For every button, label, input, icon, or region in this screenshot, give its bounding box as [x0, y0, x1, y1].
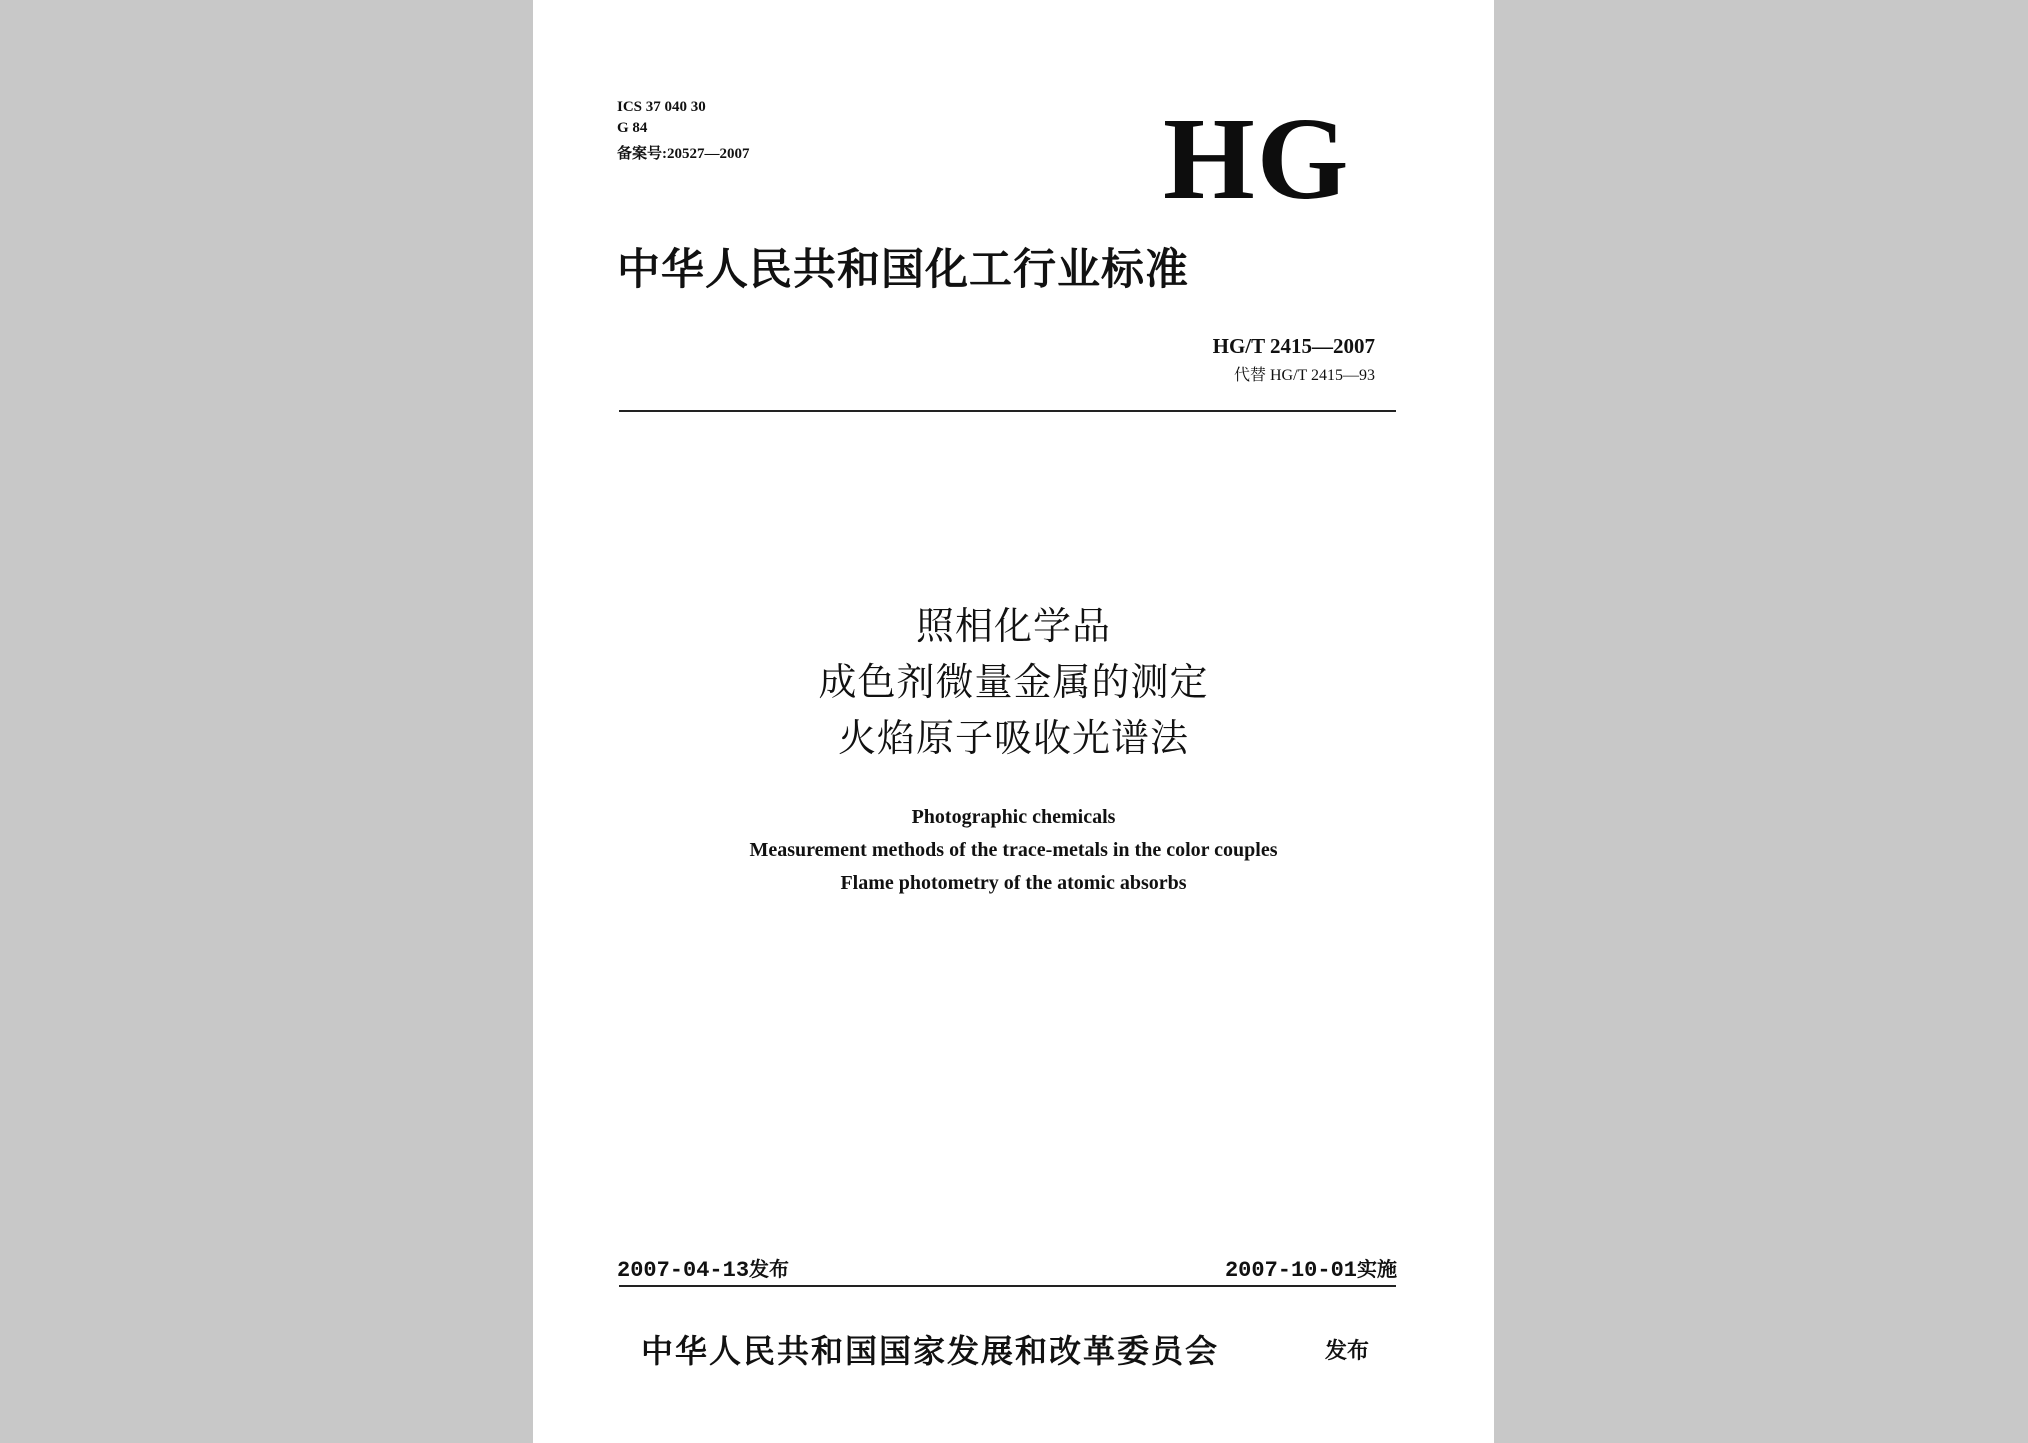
- title-cn-line-1: 照相化学品: [915, 604, 1111, 648]
- ccs-number: G 84: [617, 120, 648, 136]
- replaces-standard: 代替 HG/T 2415—93: [1233, 367, 1375, 384]
- issue-date-value: 2007-04-13: [617, 1258, 750, 1283]
- standard-code: HG/T 2415—2007: [1212, 334, 1375, 358]
- issue-date-suffix: 发布: [749, 1257, 790, 1281]
- document-page: [533, 0, 1494, 1443]
- title-en-line-2: Measurement methods of the trace-metals in the color couples: [749, 839, 1278, 861]
- standard-name: 中华人民共和国化工行业标准: [617, 245, 1189, 295]
- title-en-line-3: Flame photometry of the atomic absorbs: [840, 872, 1187, 894]
- hg-logo: HG: [1163, 93, 1351, 224]
- publisher-name: 中华人民共和国国家发展和改革委员会: [641, 1332, 1220, 1370]
- title-cn-line-3: 火焰原子吸收光谱法: [837, 716, 1189, 760]
- publisher-verb: 发布: [1325, 1339, 1370, 1364]
- implement-date: [1225, 1255, 1397, 1285]
- implement-date-suffix: 实施: [1357, 1257, 1397, 1281]
- ics-number: ICS 37 040 30: [617, 99, 706, 115]
- implement-date-value: 2007-10-01: [1224, 1258, 1357, 1283]
- title-cn-line-2: 成色剂微量金属的测定: [818, 660, 1209, 704]
- title-en-line-1: Photographic chemicals: [911, 806, 1116, 828]
- record-number: 备案号:20527—2007: [617, 146, 750, 162]
- bottom-divider: [619, 1285, 1396, 1287]
- top-divider: [619, 410, 1396, 412]
- issue-date: [617, 1255, 789, 1285]
